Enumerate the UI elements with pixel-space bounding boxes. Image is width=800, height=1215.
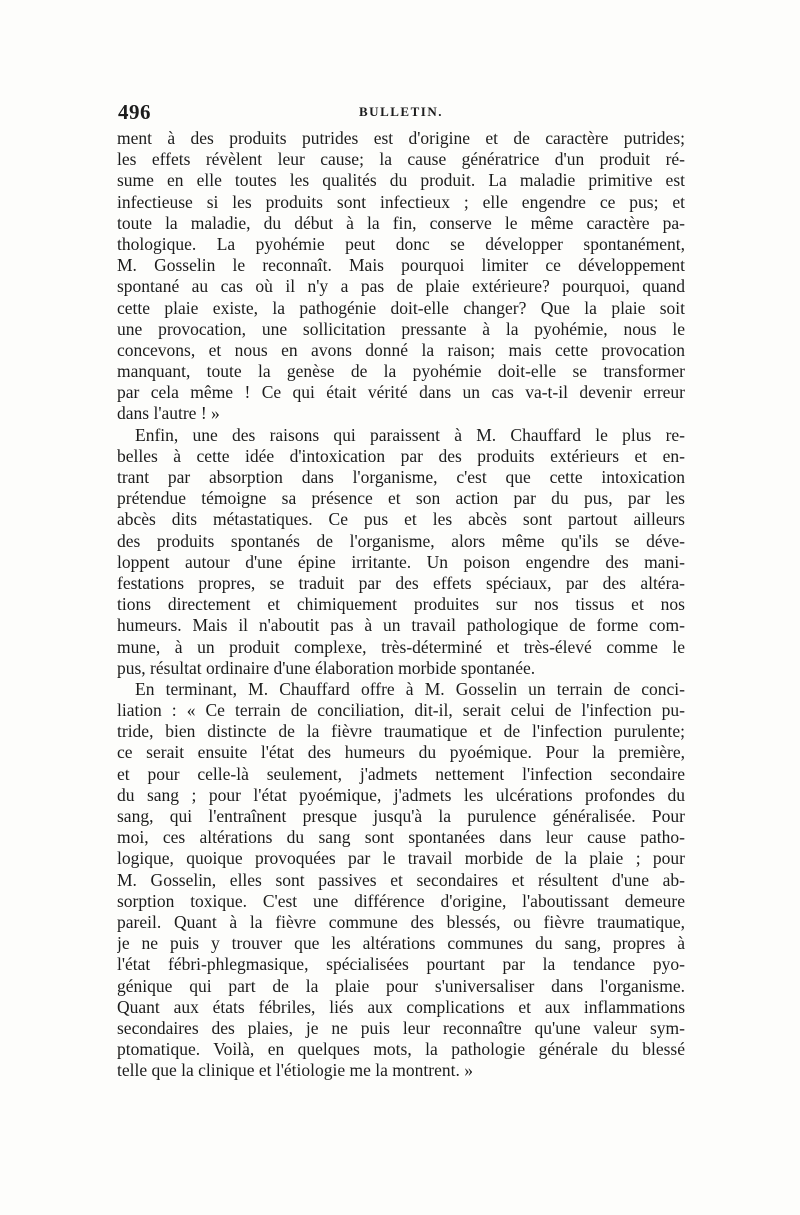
text-line: je ne puis y trouver que les altérations communes du sang, propres à (117, 933, 685, 954)
text-line: Quant aux états fébriles, liés aux complications et aux inflammations (117, 996, 685, 1017)
text-line: sorption toxique. C'est une différence d'origine, l'aboutissant demeure (117, 890, 685, 911)
text-line: thologique. La pyohémie peut donc se développer spontanément, (117, 233, 685, 254)
paragraph-start-line: En terminant, M. Chauffard offre à M. Gosselin un terrain de conci- (135, 678, 685, 699)
text-line: manquant, toute la genèse de la pyohémie doit-elle se transformer (117, 361, 685, 382)
text-line: tions directement et chimiquement produites sur nos tissus et nos (117, 594, 685, 615)
text-line: prétendue témoigne sa présence et son action par du pus, par les (117, 488, 685, 509)
text-line: M. Gosselin, elles sont passives et secondaires et résultent d'une ab- (117, 869, 685, 890)
text-line: humeurs. Mais il n'aboutit pas à un travail pathologique de forme com- (117, 615, 685, 636)
text-line: toute la maladie, du début à la fin, conserve le même caractère pa- (117, 212, 685, 233)
text-line: tride, bien distincte de la fièvre traumatique et de l'infection purulente; (117, 721, 685, 742)
text-line: logique, quoique provoquées par le travail morbide de la plaie ; pour (117, 848, 685, 869)
page-number: 496 (118, 100, 151, 124)
text-line: pareil. Quant à la fièvre commune des blessés, ou fièvre traumatique, (117, 911, 685, 932)
text-line: belles à cette idée d'intoxication par des produits extérieurs et en- (117, 445, 685, 466)
text-line: festations propres, se traduit par des effets spéciaux, par des altéra- (117, 572, 685, 593)
text-line: des produits spontanés de l'organisme, alors même qu'ils se déve- (117, 530, 685, 551)
text-line: cette plaie existe, la pathogénie doit-elle changer? Que la plaie soit (117, 297, 685, 318)
paragraph-end-line: pus, résultat ordinaire d'une élaboration morbide spontanée. (117, 657, 536, 678)
text-line: loppent autour d'une épine irritante. Un poison engendre des mani- (117, 551, 685, 572)
text-line: par cela même ! Ce qui était vérité dans un cas va-t-il devenir erreur (117, 382, 685, 403)
text-line: secondaires des plaies, je ne puis leur reconnaître qu'une valeur sym- (117, 1017, 685, 1038)
text-line: ce serait ensuite l'état des humeurs du pyoémique. Pour la première, (117, 742, 685, 763)
text-line: liation : « Ce terrain de conciliation, dit-il, serait celui de l'infection pu- (117, 700, 685, 721)
text-line: concevons, et nous en avons donné la raison; mais cette provocation (117, 339, 685, 360)
text-line: du sang ; pour l'état pyoémique, j'admets les ulcérations profondes du (117, 784, 685, 805)
text-line: les effets révèlent leur cause; la cause génératrice d'un produit ré- (117, 149, 685, 170)
text-line: génique qui part de la plaie pour s'universaliser dans l'organisme. (117, 975, 685, 996)
body-text (117, 128, 685, 1081)
text-line: l'état fébri-phlegmasique, spécialisées pourtant par la tendance pyo- (117, 954, 685, 975)
running-head: BULLETIN. (359, 104, 443, 119)
text-line: ment à des produits putrides est d'origine et de caractère putrides; (117, 128, 685, 148)
text-line: sang, qui l'entraînent presque jusqu'à la purulence généralisée. Pour (117, 806, 685, 826)
paragraph-end-line: dans l'autre ! » (117, 403, 220, 424)
text-line: et pour celle-là seulement, j'admets nettement l'infection secondaire (117, 763, 685, 784)
paragraph-start-line: Enfin, une des raisons qui paraissent à M. Chauffard le plus re- (135, 424, 685, 445)
text-line: abcès dits métastatiques. Ce pus et les abcès sont partout ailleurs (117, 509, 685, 530)
text-line: spontané au cas où il n'y a pas de plaie extérieure? pourquoi, quand (117, 276, 685, 297)
paragraph-end-line: telle que la clinique et l'étiologie me la montrent. » (117, 1060, 473, 1081)
text-line: trant par absorption dans l'organisme, c'est que cette intoxication (117, 467, 685, 487)
text-line: moi, ces altérations du sang sont spontanées dans leur cause patho- (117, 827, 685, 848)
text-line: ptomatique. Voilà, en quelques mots, la pathologie générale du blessé (117, 1039, 685, 1060)
text-line: M. Gosselin le reconnaît. Mais pourquoi limiter ce développement (117, 255, 685, 276)
text-line: sume en elle toutes les qualités du produit. La maladie primitive est (117, 170, 685, 191)
page-header (118, 100, 684, 124)
text-line: une provocation, une sollicitation pressante à la pyohémie, nous le (117, 318, 685, 339)
text-line: mune, à un produit complexe, très-déterminé et très-élevé comme le (117, 636, 685, 657)
text-line: infectieuse si les produits sont infectieux ; elle engendre ce pus; et (117, 191, 685, 212)
